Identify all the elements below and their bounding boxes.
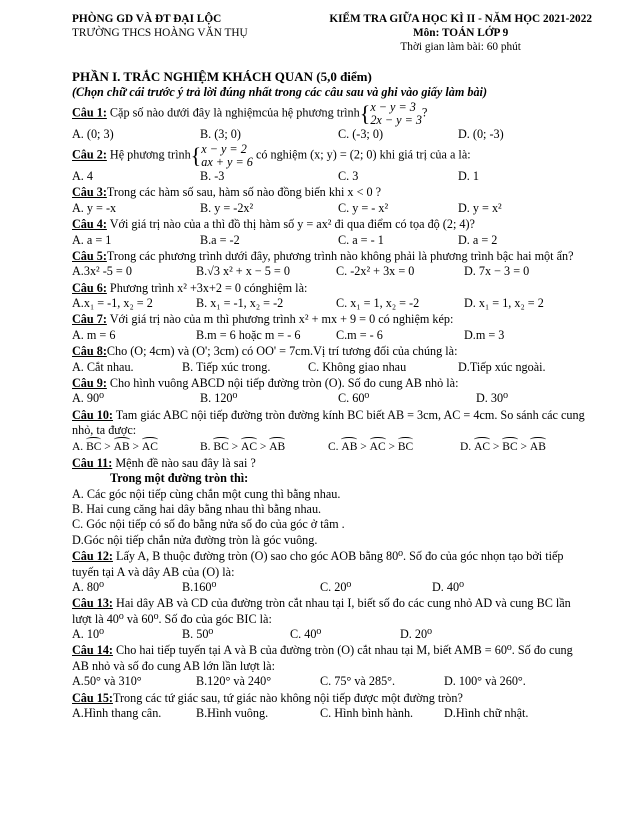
question-12-options (72, 580, 592, 595)
question-9-options (72, 391, 592, 406)
question-text: Phương trình x² +3x+2 = 0 cónghiệm là: (106, 280, 308, 295)
question-7-options (72, 328, 592, 343)
option-d[interactable]: D. y = x² (458, 200, 502, 215)
question-text: Trong các phương trình dưới đây, phương trình nào không phải là phương trình bậc hai một ẩn? (106, 248, 574, 263)
question-14 (72, 643, 592, 674)
option-a[interactable]: A. y = -x (72, 200, 117, 215)
exam-time: Thời gian làm bài: 60 phút (400, 41, 521, 54)
question-8 (72, 344, 592, 359)
option-b[interactable]: B.√3 x² + x − 5 = 0 (196, 264, 290, 279)
question-text: Tam giác ABC nội tiếp đường tròn đường kính BC biết AB = 3cm, AC = 4cm. So sánh các cung nhỏ, ta được: (72, 407, 585, 438)
question-number: Câu 11: (72, 455, 113, 470)
equation-system: x − y = 3 2x − y = 3 (370, 100, 422, 128)
option-b[interactable]: B. (3; 0) (200, 127, 241, 142)
option-a[interactable]: A. 90⁰ (72, 391, 104, 406)
question-9 (72, 376, 592, 391)
option-d[interactable]: D. a = 2 (458, 232, 498, 247)
question-1: Câu 1: Cặp số nào dưới đây là nghiệmcủa hệ phương trình{x − y = 3 2x − y = 3? (72, 100, 428, 128)
option-b[interactable]: B. Hai cung căng hai dây bằng nhau thì bằng nhau. (72, 502, 322, 517)
option-d[interactable]: D. 40⁰ (432, 579, 464, 594)
option-c[interactable]: C. Hình bình hành. (320, 705, 414, 720)
question-6-options (72, 296, 592, 311)
option-a[interactable]: A.Hình thang cân. (72, 705, 162, 720)
option-a[interactable]: A. 80⁰ (72, 579, 104, 594)
option-c[interactable]: C. -2x² + 3x = 0 (336, 264, 415, 279)
question-number: Câu 3: (72, 185, 107, 200)
option-a[interactable]: A. a = 1 (72, 232, 112, 247)
question-text: Trong các hàm số sau, hàm số nào đồng biến khi x < 0 ? (106, 185, 382, 200)
question-13 (72, 596, 592, 627)
option-d[interactable]: D. 30⁰ (476, 391, 508, 406)
instruction: (Chọn chữ cái trước ý trả lời đúng nhất trong các câu sau và ghi vào giấy làm bài) (72, 85, 487, 100)
question-text: Cặp số nào dưới đây là nghiệmcủa hệ phương trình (106, 106, 360, 121)
question-number: Câu 14: (72, 643, 113, 658)
question-number: Câu 5: (72, 248, 107, 263)
option-c[interactable]: C. 75° và 285°. (320, 674, 396, 689)
option-c[interactable]: C. 20⁰ (320, 579, 352, 594)
option-b[interactable]: B. 50⁰ (182, 627, 214, 642)
option-d[interactable]: D.Hình chữ nhật. (444, 705, 529, 720)
question-11 (72, 456, 592, 471)
option-c[interactable]: C. Không giao nhau (308, 359, 407, 374)
question-number: Câu 9: (72, 375, 107, 390)
question-text: Trong các tứ giác sau, tứ giác nào không nội tiếp được một đường tròn? (112, 690, 463, 705)
option-a[interactable]: A. BC > AB > AC (72, 441, 158, 454)
option-b[interactable]: B.Hình vuông. (196, 705, 269, 720)
question-10-options (72, 440, 592, 454)
option-a[interactable]: A.50° và 310° (72, 674, 142, 689)
option-a[interactable]: A. 10⁰ (72, 627, 104, 642)
question-text: Với giá trị nào của m thì phương trình x² + mx + 9 = 0 có nghiệm kép: (106, 312, 454, 327)
subject: Môn: TOÁN LỚP 9 (413, 27, 509, 40)
option-b[interactable]: B. y = -2x² (200, 200, 254, 215)
option-d[interactable]: D. 20⁰ (400, 627, 432, 642)
option-b[interactable]: B.160⁰ (182, 579, 217, 594)
header-right (329, 12, 592, 55)
exam-title: KIỂM TRA GIỮA HỌC KÌ II - NĂM HỌC 2021-2022 (329, 13, 592, 25)
option-a[interactable]: A. (0; 3) (72, 127, 114, 142)
question-number: Câu 4: (72, 217, 107, 232)
school-name: TRƯỜNG THCS HOÀNG VĂN THỤ (72, 27, 248, 40)
option-b[interactable]: B. BC > AC > AB (200, 441, 286, 454)
question-15-options (72, 706, 592, 721)
question-text: Cho hai tiếp tuyến tại A và B của đường tròn (O) cắt nhau tại M, biết AMB = 60⁰. Số đo cung AB nhỏ và số đo cung AB lớn lần lượt là: (72, 643, 573, 673)
question-number: Câu 10: (72, 407, 113, 422)
option-d[interactable]: D.Tiếp xúc ngoài. (458, 359, 546, 374)
option-c[interactable]: C. AB > AC > BC (328, 441, 414, 454)
question-2: Câu 2: Hệ phương trình{x − y = 2 ax + y = 6 có nghiệm (x; y) = (2; 0) khi giá trị của a là: (72, 142, 471, 170)
question-3-options (72, 201, 592, 216)
option-a[interactable]: A. m = 6 (72, 327, 116, 342)
option-b[interactable]: B. x₁ = -1, x₂ = -2 (196, 296, 284, 311)
option-c[interactable]: C.m = - 6 (336, 327, 383, 342)
option-d[interactable]: D. (0; -3) (458, 127, 504, 142)
option-c[interactable]: C. 60⁰ (338, 391, 370, 406)
question-14-options (72, 674, 592, 689)
option-a[interactable]: A. Các góc nội tiếp cùng chắn một cung thì bằng nhau. (72, 486, 341, 501)
question-8-options (72, 360, 592, 375)
question-text: Cho (O; 4cm) và (O'; 3cm) có OO' = 7cm.Vị trí tương đối của chúng là: (106, 344, 458, 359)
question-number: Câu 1: (72, 106, 107, 121)
option-c[interactable]: C. (-3; 0) (338, 127, 384, 142)
question-number: Câu 15: (72, 690, 113, 705)
question-text: Hệ phương trình (106, 148, 191, 163)
question-4 (72, 217, 592, 232)
section-title: PHẦN I. TRẮC NGHIỆM KHÁCH QUAN (5,0 điểm) (72, 68, 372, 84)
option-c[interactable]: C. x₁ = 1, x₂ = -2 (336, 296, 420, 311)
option-a[interactable]: A. 4 (72, 169, 93, 184)
exam-header (72, 12, 592, 55)
equation-system: x − y = 2 ax + y = 6 (201, 142, 253, 170)
header-left (72, 12, 248, 55)
question-1-options (72, 127, 592, 142)
question-3 (72, 185, 592, 200)
option-a[interactable]: A.3x² -5 = 0 (72, 264, 132, 279)
question-5-options (72, 264, 592, 279)
question-number: Câu 2: (72, 148, 107, 163)
option-d[interactable]: D. 7x − 3 = 0 (464, 264, 530, 279)
question-number: Câu 6: (72, 280, 107, 295)
option-d[interactable]: D. x₁ = 1, x₂ = 2 (464, 296, 544, 311)
question-10 (72, 408, 592, 439)
option-b[interactable]: B. Tiếp xúc trong. (182, 359, 271, 374)
question-number: Câu 7: (72, 312, 107, 327)
question-15 (72, 691, 592, 706)
option-d[interactable]: D. 100° và 260°. (444, 674, 526, 689)
option-b[interactable]: B. 120⁰ (200, 391, 238, 406)
question-text: Lấy A, B thuộc đường tròn (O) sao cho góc AOB bằng 80⁰. Số đo của góc nhọn tạo bởi tiếp tuyến tại A và dây AB của (O) là: (72, 549, 564, 579)
option-d[interactable]: D. AC > BC > AB (460, 441, 546, 454)
option-c[interactable]: C. Góc nội tiếp có số đo bằng nửa số đo của góc ở tâm . (72, 517, 345, 532)
option-d[interactable]: D.Góc nội tiếp chắn nửa đường tròn là góc vuông. (72, 532, 318, 547)
question-2-options (72, 169, 592, 184)
question-text: Mệnh đề nào sau đây là sai ? (112, 455, 256, 470)
question-6 (72, 281, 592, 296)
option-c[interactable]: C. 40⁰ (290, 627, 322, 642)
option-b[interactable]: B.120° và 240° (196, 674, 272, 689)
question-text: Cho hình vuông ABCD nội tiếp đường tròn (O). Số đo cung AB nhỏ là: (106, 375, 459, 390)
option-c[interactable]: C. 3 (338, 169, 359, 184)
question-11-heading: Trong một đường tròn thì: (110, 471, 249, 486)
question-number: Câu 8: (72, 344, 107, 359)
question-text: Với giá trị nào của a thì đồ thị hàm số y = ax² đi qua điểm có tọa độ (2; 4)? (106, 217, 475, 232)
question-number: Câu 13: (72, 596, 113, 611)
option-a[interactable]: A.x₁ = -1, x₂ = 2 (72, 296, 153, 311)
department-name: PHÒNG GD VÀ ĐT ĐẠI LỘC (72, 13, 222, 25)
question-number: Câu 12: (72, 549, 113, 564)
option-b[interactable]: B.m = 6 hoặc m = - 6 (196, 327, 301, 342)
question-4-options (72, 233, 592, 248)
question-5 (72, 249, 592, 264)
brace-icon: { (190, 143, 202, 169)
option-c[interactable]: C. y = - x² (338, 200, 389, 215)
brace-icon: { (359, 101, 371, 127)
option-d[interactable]: D. 1 (458, 169, 479, 184)
question-text: Hai dây AB và CD của đường tròn cắt nhau tại I, biết số đo các cung nhỏ AD và cung BC lần lượt là 40⁰ và 60⁰. Số đo của góc BIC là: (72, 596, 571, 626)
option-b[interactable]: B. -3 (200, 169, 225, 184)
question-12 (72, 549, 592, 580)
option-a[interactable]: A. Cắt nhau. (72, 359, 134, 374)
option-b[interactable]: B.a = -2 (200, 232, 240, 247)
exam-page (72, 12, 592, 721)
option-c[interactable]: C. a = - 1 (338, 232, 384, 247)
question-13-options (72, 627, 592, 642)
option-d[interactable]: D.m = 3 (464, 327, 505, 342)
question-7 (72, 312, 592, 327)
